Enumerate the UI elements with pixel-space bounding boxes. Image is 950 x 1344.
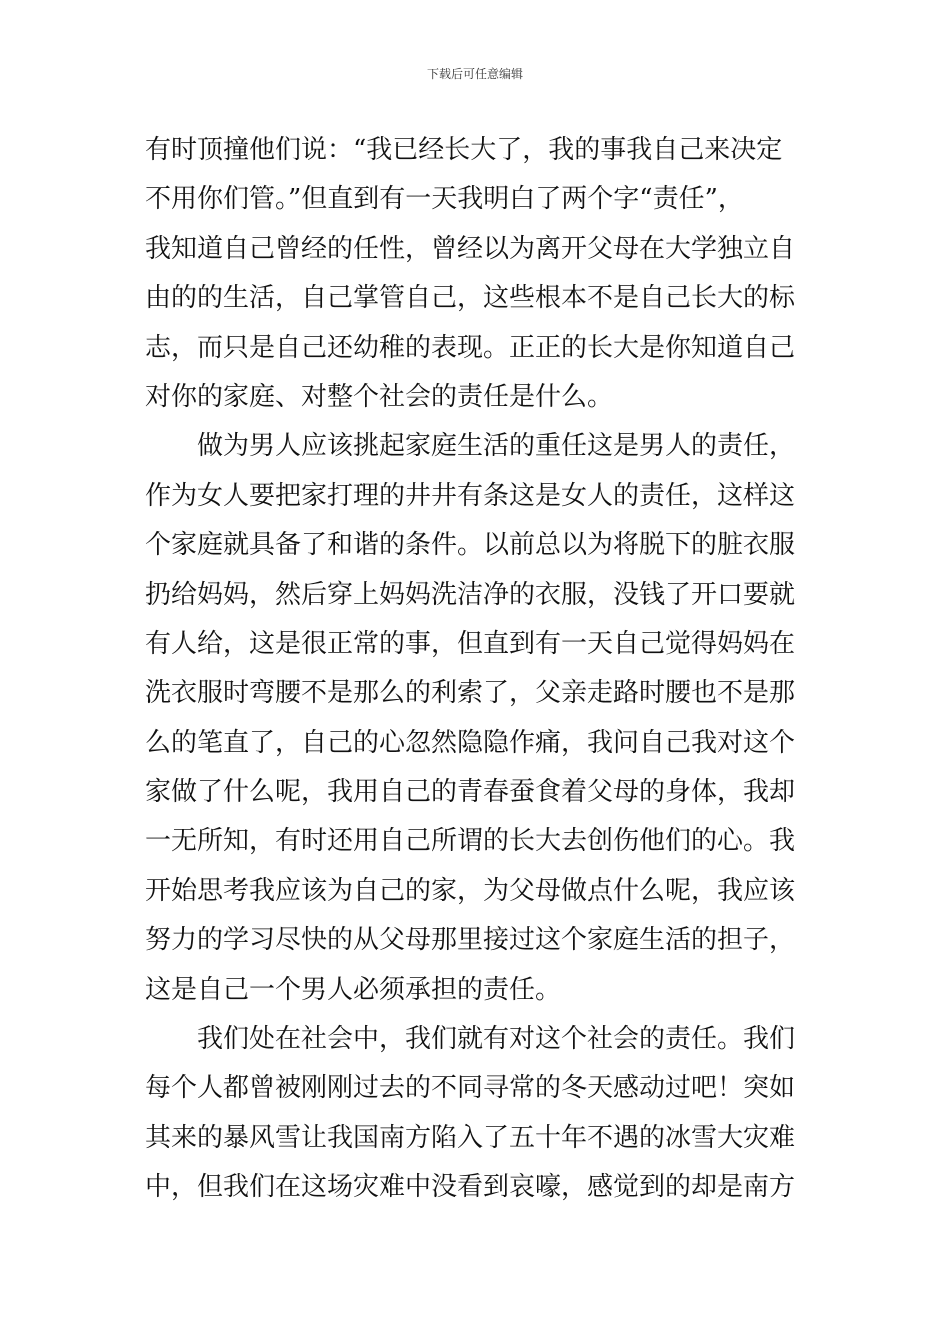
text-line: 不用你们管。”但直到有一天我明白了两个字“责任”， <box>145 184 744 215</box>
text-line: 有人给，这是很正常的事，但直到有一天自己觉得妈妈在 <box>145 628 796 659</box>
paragraph-first-line: 做为男人应该挑起家庭生活的重任这是男人的责任， <box>197 431 796 462</box>
text-line: 有时顶撞他们说：“我已经长大了，我的事我自己来决定 <box>145 135 783 165</box>
text-line: 么的笔直了，自己的心忽然隐隐作痛，我问自己我对这个 <box>145 727 796 758</box>
text-line: 作为女人要把家打理的井井有条这是女人的责任，这样这 <box>145 480 796 511</box>
text-line: 中，但我们在这场灾难中没看到哀嚎，感觉到的却是南方 <box>145 1172 796 1203</box>
text-line: 个家庭就具备了和谐的条件。以前总以为将脱下的脏衣服 <box>145 530 796 561</box>
text-line: 我知道自己曾经的任性，曾经以为离开父母在大学独立自 <box>145 233 796 264</box>
text-line: 对你的家庭、对整个社会的责任是什么。 <box>145 381 614 412</box>
text-line: 扔给妈妈，然后穿上妈妈洗洁净的衣服，没钱了开口要就 <box>145 579 796 610</box>
body-text <box>145 126 805 1213</box>
text-line: 家做了什么呢，我用自己的青春蚕食着父母的身体，我却 <box>145 777 796 808</box>
text-line: 其来的暴风雪让我国南方陷入了五十年不遇的冰雪大灾难 <box>145 1122 796 1153</box>
page-header: 下载后可任意编辑 <box>426 67 523 81</box>
text-line: 每个人都曾被刚刚过去的不同寻常的冬天感动过吧！突如 <box>145 1073 796 1104</box>
text-line: 洗衣服时弯腰不是那么的利索了，父亲走路时腰也不是那 <box>145 678 796 709</box>
text-line: 志，而只是自己还幼稚的表现。正正的长大是你知道自己 <box>145 332 796 363</box>
text-line: 努力的学习尽快的从父母那里接过这个家庭生活的担子， <box>145 925 796 956</box>
text-line: 开始思考我应该为自己的家，为父母做点什么呢，我应该 <box>145 875 796 906</box>
paragraph-first-line: 我们处在社会中，我们就有对这个社会的责任。我们 <box>197 1024 796 1055</box>
text-line: 由的的生活，自己掌管自己，这些根本不是自己长大的标 <box>145 283 796 314</box>
text-line: 一无所知，有时还用自己所谓的长大去创伤他们的心。我 <box>145 826 796 857</box>
text-line: 这是自己一个男人必须承担的责任。 <box>145 974 562 1005</box>
